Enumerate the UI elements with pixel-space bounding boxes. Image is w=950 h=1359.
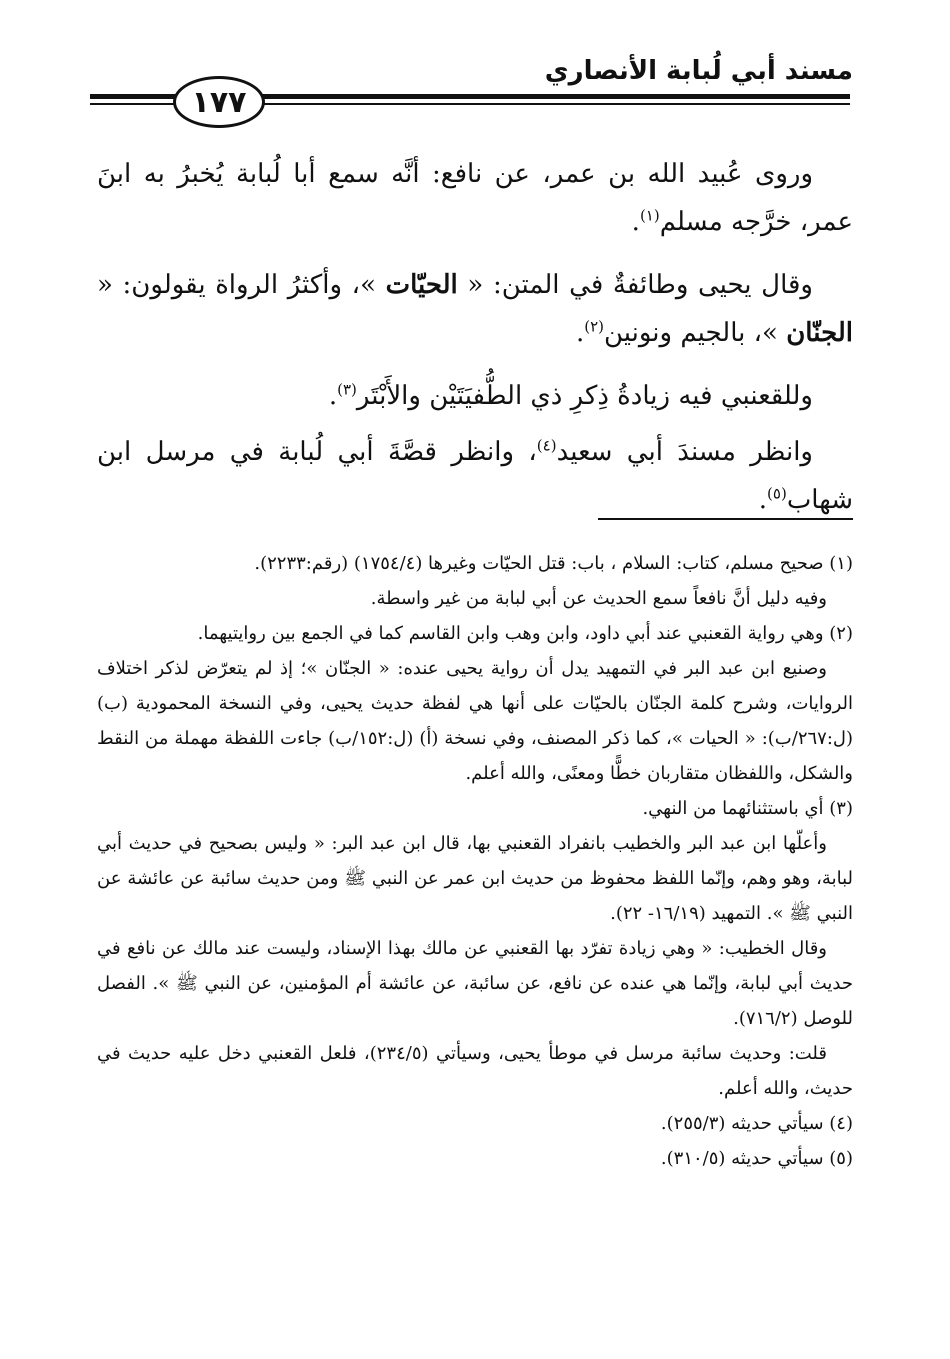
bold-term: الجنّان: [786, 318, 853, 348]
footnote-3-note-b: وقال الخطيب: « وهي زيادة تفرّد بها القعنبي عن مالك بهذا الإسناد، وليست عند مالك عن نافع في حديث أبي لبابة، وإنّما هي عنده عن نافع، عن سائبة، عن عائشة أم المؤمنين، عن النبي ﷺ ». الفصل للوصل (٧١٦/٢).: [97, 938, 853, 1029]
footnote-1-note: وفيه دليل أنَّ نافعاً سمع الحديث عن أبي لبابة من غير واسطة.: [370, 588, 827, 609]
bold-term: الحيّات: [385, 270, 458, 300]
footnote-5: (٥) سيأتي حديثه (٣١٠/٥).: [660, 1148, 853, 1169]
main-text: [97, 150, 853, 539]
footnote-ref: (١): [639, 206, 660, 225]
footnote-ref: (٣): [337, 380, 357, 399]
main-paragraph-4: [97, 428, 853, 524]
paragraph-text: وروى عُبيد الله بن عمر، عن نافع: أنَّه سمع أبا لُبابة يُخبرُ به ابنَ عمر، خرَّجه مسلم: [97, 159, 853, 237]
footnote-3: (٣) أي باستثنائهما من النهي.: [642, 798, 853, 819]
paragraph-end: .: [328, 381, 338, 411]
main-paragraph-1: [97, 150, 853, 246]
paragraph-end: .: [575, 318, 585, 348]
page-number-badge: [173, 76, 265, 128]
main-paragraph-2: [97, 261, 853, 357]
paragraph-end: .: [758, 485, 768, 515]
paragraph-text: »، بالجيم ونونين: [604, 318, 787, 348]
paragraph-text: ، وانظر قصَّةَ أبي لُبابة في مرسل ابن شهاب: [97, 437, 853, 515]
page-number: ١٧٧: [191, 84, 247, 120]
footnote-ref: (٢): [584, 317, 604, 336]
paragraph-text: »، وأكثرُ الرواة يقولون: «: [97, 270, 386, 300]
running-header-title: مسند أبي لُبابة الأنصاري: [544, 56, 853, 86]
paragraph-end: .: [631, 207, 640, 237]
footnote-3-note-a: وأعلّها ابن عبد البر والخطيب بانفراد القعنبي بها، قال ابن عبد البر: « وليس بصحيح في حديث أبي لبابة، وهو وهم، وإنّما اللفظ محفوظ من حديث ابن عمر عن النبي ﷺ ومن حديث سائبة عن عائشة عن النبي ﷺ ». التمهيد (١٦/١٩- ٢٢).: [97, 833, 853, 924]
paragraph-text: وقال يحيى وطائفةٌ في المتن: «: [457, 270, 813, 300]
footnote-separator: [598, 518, 853, 520]
footnote-ref: (٥): [767, 484, 787, 503]
footnote-3-note-c: قلت: وحديث سائبة مرسل في موطأ يحيى، وسيأتي (٢٣٤/٥)، فلعل القعنبي دخل عليه حديث في حديث، والله أعلم.: [97, 1043, 853, 1099]
footnote-4: (٤) سيأتي حديثه (٢٥٥/٣).: [660, 1113, 853, 1134]
main-paragraph-3: [97, 372, 853, 420]
paragraph-text: وانظر مسندَ أبي سعيد: [556, 437, 813, 467]
footnote-ref: (٤): [536, 436, 557, 455]
footnote-2-note: وصنيع ابن عبد البر في التمهيد يدل أن رواية يحيى عنده: « الجنّان »؛ إذ لم يتعرّض لذكر اختلاف الروايات، وشرح كلمة الجنّان بالحيّات على أنها هي لفظة حديث يحيى، وفي النسخة المحمودية (ب) (ل:٢٦٧/ب): « الحيات »، كما ذكر المصنف، وفي نسخة (أ) (ل:١٥٢/ب) جاءت اللفظة مهملة من النقط والشكل، واللفظان متقاربان خطًّا ومعنًى، والله أعلم.: [97, 658, 853, 784]
footnote-2: (٢) وهي رواية القعنبي عند أبي داود، وابن وهب وابن القاسم كما في الجمع بين روايتيهما.: [197, 623, 853, 644]
footnote-1: (١) صحيح مسلم، كتاب: السلام ، باب: قتل الحيّات وغيرها (١٧٥٤/٤) (رقم:٢٢٣٣).: [254, 553, 853, 574]
paragraph-text: وللقعنبي فيه زيادةُ ذِكرِ ذي الطُّفيَتَيْن والأَبْتَر: [356, 381, 813, 411]
footnotes: [97, 546, 853, 1176]
